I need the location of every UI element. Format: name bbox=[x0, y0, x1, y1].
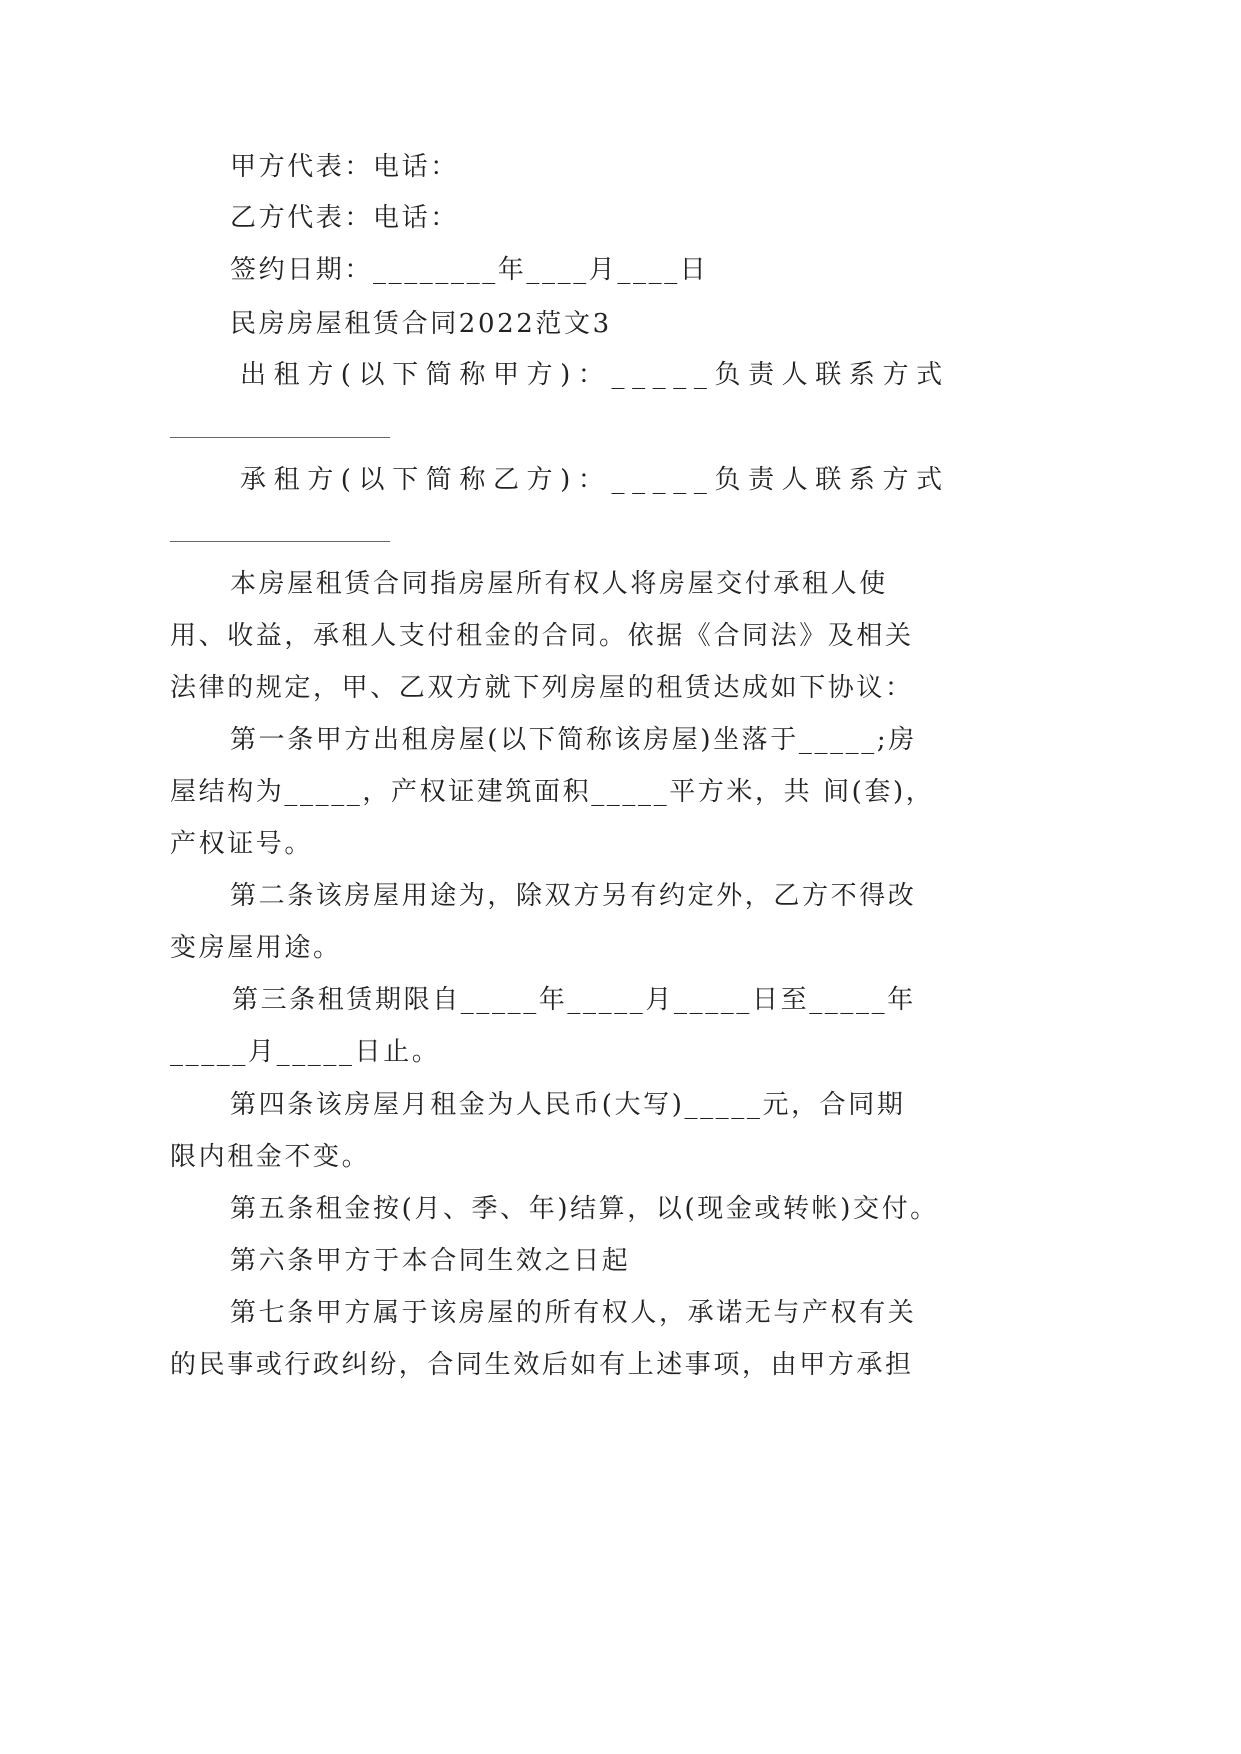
article-5-line: 第五条租金按(月、季、年)结算，以(现金或转帐)交付。 bbox=[230, 1194, 939, 1224]
article-1-line: 产权证号。 bbox=[170, 829, 314, 859]
lessor-contact-blank bbox=[170, 437, 390, 438]
party-a-representative-line: 甲方代表：电话： bbox=[230, 152, 459, 182]
article-1-line: 屋结构为_____，产权证建筑面积_____平方米，共 间(套)， bbox=[170, 777, 935, 807]
article-4-line: 第四条该房屋月租金为人民币(大写)_____元，合同期 bbox=[230, 1090, 906, 1120]
body-line: 法律的规定，甲、乙双方就下列房屋的租赁达成如下协议： bbox=[170, 673, 914, 703]
signing-date-line: 签约日期：________年____月____日 bbox=[230, 255, 709, 285]
article-2-line: 变房屋用途。 bbox=[170, 933, 342, 963]
article-7-line: 第七条甲方属于该房屋的所有权人，承诺无与产权有关 bbox=[230, 1298, 917, 1328]
lessee-contact-blank bbox=[170, 541, 390, 542]
lessee-line: 承租方(以下简称乙方)：_____负责人联系方式 bbox=[240, 465, 950, 495]
party-b-representative-line: 乙方代表：电话： bbox=[230, 203, 459, 233]
article-2-line: 第二条该房屋用途为，除双方另有约定外，乙方不得改 bbox=[230, 881, 917, 911]
article-6-line: 第六条甲方于本合同生效之日起 bbox=[230, 1246, 631, 1276]
lessor-line: 出租方(以下简称甲方)：_____负责人联系方式 bbox=[240, 360, 950, 390]
body-line: 本房屋租赁合同指房屋所有权人将房屋交付承租人使 bbox=[230, 569, 888, 599]
body-line: 用、收益，承租人支付租金的合同。依据《合同法》及相关 bbox=[170, 621, 914, 651]
article-3-line: 第三条租赁期限自_____年_____月_____日至_____年 bbox=[232, 985, 916, 1015]
article-1-line: 第一条甲方出租房屋(以下简称该房屋)坐落于_____;房 bbox=[230, 725, 917, 755]
contract-title: 民房房屋租赁合同2022范文3 bbox=[230, 309, 612, 339]
article-3-line: _____月_____日止。 bbox=[170, 1037, 441, 1067]
article-4-line: 限内租金不变。 bbox=[170, 1142, 371, 1172]
article-7-line: 的民事或行政纠纷，合同生效后如有上述事项，由甲方承担 bbox=[170, 1350, 914, 1380]
